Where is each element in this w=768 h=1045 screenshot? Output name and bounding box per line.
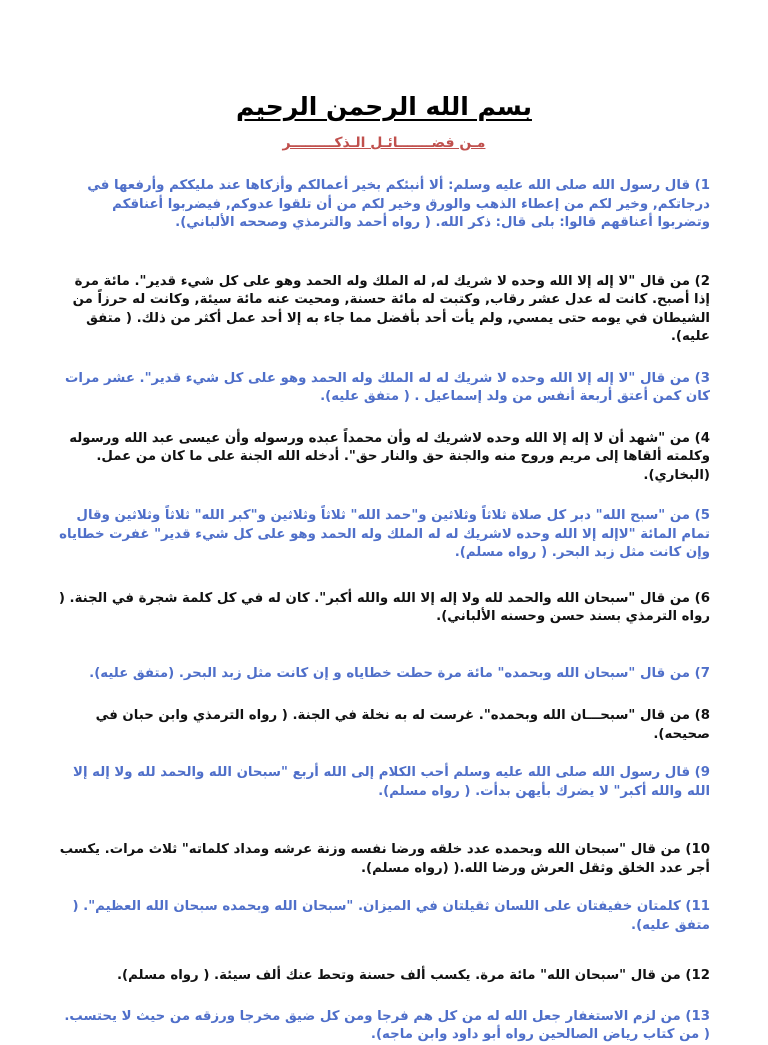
paragraph-11: 11) كلمتان خفيفتان على اللسان ثقيلتان في الميزان. "سبحان الله وبحمده سبحان الله العظيم". ( متفق عليه). (72, 899, 710, 933)
paragraph-3: 3) من قال "لا إله إلا الله وحده لا شريك له له الملك وله الحمد وهو على كل شيء قدير". عشر مرات كان كمن أعتق أربعة أنفس من ولد إسماعيل . ( متفق عليه). (64, 370, 710, 404)
paragraph-4: 4) من "شهد أن لا إله إلا الله وحده لاشريك له وأن محمداً عبده ورسوله وأن عيسى عبد الله ورسوله وكلمته ألقاها إلى مريم وروح منه والجنة حق والنار حق". أدخله الله الجنة على ما كان من عمل. (البخاري). (69, 430, 710, 483)
page-title: بسم الله الرحمن الرحيم (236, 92, 532, 121)
paragraph-2: 2) من قال "لا إله إلا الله وحده لا شريك له, له الملك وله الحمد وهو على كل شيء قدير". مائة مرة إذا أصبح. كانت له عدل عشر رقاب, وكتبت له مائة حسنة, ومحيت عنه مائة سيئة, وكانت له حرزاً من الشيطان في يومه حتى يمسي, ولم يأت أحد بأفضل مما جاء به إلا أحد عمل أكثر من ذلك. ( متفق عليه). (72, 273, 710, 344)
paragraph-1: 1) قال رسول الله صلى الله عليه وسلم: ألا أنبئكم بخير أعمالكم وأزكاها عند مليككم وأرفعها في درجاتكم, وخير لكم من إعطاء الذهب والورق وخير لكم من أن تلقوا عدوكم, فيضربوا أعناقكم وتضربوا أعناقهم قالوا: بلى قال: ذكر الله. ( رواه أحمد والترمذي وصححه الألباني). (87, 178, 710, 230)
paragraph-7: 7) من قال "سبحان الله وبحمده" مائة مرة حطت خطاياه و إن كانت مثل زبد البحر. (متفق عليه). (89, 665, 710, 681)
paragraph-8: 8) من قال "سبحـــان الله وبحمده". غرست له به نخلة في الجنة. ( رواه الترمذي وابن حبان في صحيحه). (95, 708, 710, 742)
paragraph-10: 10) من قال "سبحان الله وبحمده عدد خلقه ورضا نفسه وزنة عرشه ومداد كلماته" ثلاث مرات. يكسب أجر عدد الخلق وثقل العرش ورضا الله.( (رواه مسلم). (59, 842, 710, 876)
paragraph-6: 6) من قال "سبحان الله والحمد لله ولا إله إلا الله والله أكبر". كان له في كل كلمة شجرة في الجنة. ( رواه الترمذي بسند حسن وحسنه الألباني). (58, 590, 710, 624)
paragraph-5: 5) من "سبح الله" دبر كل صلاة ثلاثاً وثلاثين و"حمد الله" ثلاثاً وثلاثين و"كبر الله" ثلاثاً وثلاثين وقال تمام المائة "لاإله إلا الله وحده لاشريك له له الملك وله الحمد وهو على كل شيء قدير" غفرت خطاياه وإن كانت مثل زبد البحر. ( رواه مسلم). (59, 508, 710, 560)
paragraph-9: 9) قال رسول الله صلى الله عليه وسلم أحب الكلام إلى الله أربع "سبحان الله والحمد لله ولا إله إلا الله والله أكبر" لا يضرك بأيهن بدأت. ( رواه مسلم). (73, 765, 710, 799)
paragraph-12: 12) من قال "سبحان الله" مائة مرة. يكسب ألف حسنة وتحط عنك ألف سيئة. ( رواه مسلم). (117, 968, 710, 983)
paragraph-13: 13) من لزم الاستغفار جعل الله له من كل هم فرجا ومن كل ضيق مخرجا ورزقه من حيث لا يحتسب. ( من كتاب رياض الصالحين رواه أبو داود وابن ماجه). (64, 1008, 710, 1042)
page-subtitle: مـن فضـــــــائـل الـذكـــــــــر (282, 135, 486, 151)
